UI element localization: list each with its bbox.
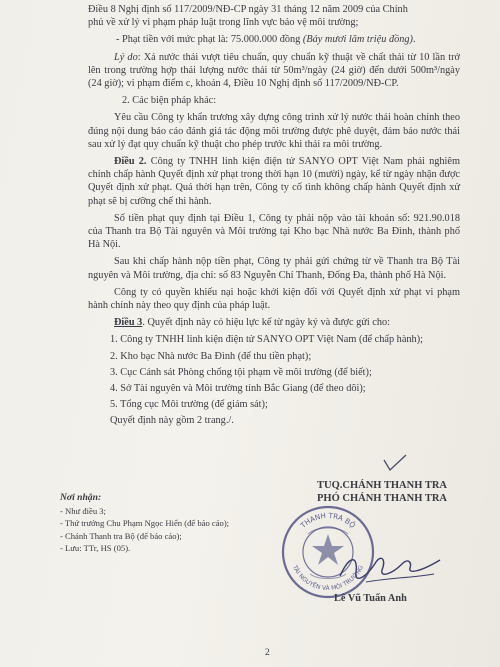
list-item: - Lưu: TTr, HS (05).	[60, 543, 131, 554]
list-item: - Chánh Thanh tra Bộ (để báo cáo);	[60, 530, 182, 541]
proof-paragraph: Sau khi chấp hành nộp tiền phạt, Công ty phải gửi chứng từ về Thanh tra Bộ Tài nguyên và Môi trường, địa chỉ: số 83 Nguyễn Chí Thanh, Đống Đa, thành phố Hà Nội.	[88, 256, 460, 281]
seal-text-top: THANH TRA BỘ	[298, 510, 358, 530]
page-number: 2	[265, 648, 270, 658]
article-2-paragraph	[88, 155, 460, 208]
handwritten-check-icon	[382, 454, 408, 472]
receivers-heading: Nơi nhận:	[60, 492, 102, 503]
fine-suffix: .	[412, 34, 416, 46]
article-2-label: Điều 2.	[114, 156, 147, 168]
receivers-block	[60, 492, 229, 555]
list-item: 2. Kho bạc Nhà nước Ba Đình (để thu tiền phạt);	[110, 350, 312, 362]
measures-heading: 2. Các biện pháp khác:	[122, 95, 217, 107]
list-item: 3. Cục Cảnh sát Phòng chống tội phạm về môi trường (để biết);	[110, 366, 372, 378]
seal-text-bottom: TÀI NGUYÊN VÀ MÔI TRƯỜNG	[291, 564, 366, 593]
closing-line: Quyết định này gồm 2 trang./.	[110, 415, 234, 427]
signature-line-1: TUQ.CHÁNH THANH TRA	[316, 480, 447, 491]
measures-paragraph: Yêu cầu Công ty khẩn trương xây dựng công trình xử lý nước thải hoàn chỉnh theo đúng nội dung báo cáo đánh giá tác động môi trường được phê duyệt, đảm bảo nước thải sau xử lý đạt quy chuẩn kỹ thuật cho phép trước khi thải ra môi trường.	[88, 112, 460, 150]
document-body	[88, 3, 460, 431]
fine-prefix: - Phạt tiền với mức phạt là: 75.000.000 đồng	[116, 34, 303, 46]
article-3-text: . Quyết định này có hiệu lực kể từ ngày ký và được gửi cho:	[142, 317, 390, 329]
signature-line-2: PHÓ CHÁNH THANH TRA	[317, 492, 447, 504]
header-text	[88, 3, 460, 29]
list-item: 5. Tổng cục Môi trường (để giám sát);	[110, 399, 268, 411]
reason-label: Lý do	[114, 51, 138, 63]
list-item: - Thứ trưởng Chu Phạm Ngọc Hiển (để báo cáo);	[60, 518, 230, 529]
fine-words: (Bảy mươi lăm triệu đồng)	[302, 34, 413, 46]
list-item: - Như điều 3;	[60, 505, 106, 516]
payment-paragraph: Số tiền phạt quy định tại Điều 1, Công ty phải nộp vào tài khoản số: 921.90.018 của Thanh tra Bộ Tài nguyên và Môi trường tại Kho bạc Nhà nước Ba Đình, thành phố Hà Nội.	[88, 212, 460, 251]
handwritten-signature-icon	[336, 548, 446, 588]
article-3-label: Điều 3	[114, 317, 143, 329]
appeal-paragraph: Công ty có quyền khiếu nại hoặc khởi kiện đối với Quyết định xử phạt vi phạm hành chính này theo quy định của pháp luật.	[88, 286, 460, 312]
article-3-paragraph	[88, 316, 460, 329]
signer-name: Lê Vũ Tuấn Anh	[334, 593, 407, 604]
recipients-list	[88, 333, 460, 411]
reason-paragraph	[88, 51, 460, 91]
list-item: 1. Công ty TNHH linh kiện điện tử SANYO OPT Việt Nam (để chấp hành);	[110, 334, 423, 346]
reason-text: : Xả nước thải vượt tiêu chuẩn, quy chuẩn kỹ thuật về chất thải từ 10 lần trở lên trong trường hợp thải lượng nước thải từ 50m³/ngày (24 giờ) đến dưới 500m³/ngày (24 giờ); vi phạm điểm c, khoản 4, Điều 10 Nghị định số 117/2009/NĐ-CP.	[88, 51, 460, 90]
fine-line	[88, 33, 460, 46]
signature-block	[282, 480, 482, 505]
list-item: 4. Sở Tài nguyên và Môi trường tỉnh Bắc Giang (để theo dõi);	[110, 383, 366, 395]
article-2-text: Công ty TNHH linh kiện điện tử SANYO OPT Việt Nam phải nghiêm chỉnh chấp hành Quyết định xử phạt trong thời hạn 10 (mười) ngày, kể từ ngày nhận được Quyết định xử phạt. Quá thời hạn trên, Công ty cố tình không chấp hành Quyết định xử phạt sẽ bị cưỡng chế thi hành.	[88, 156, 460, 207]
header-line: Điều 8 Nghị định số 117/2009/NĐ-CP ngày 31 tháng 12 năm 2009 của Chính	[88, 4, 408, 15]
header-line: phủ về xử lý vi phạm pháp luật trong lĩnh vực bảo vệ môi trường;	[88, 17, 359, 29]
